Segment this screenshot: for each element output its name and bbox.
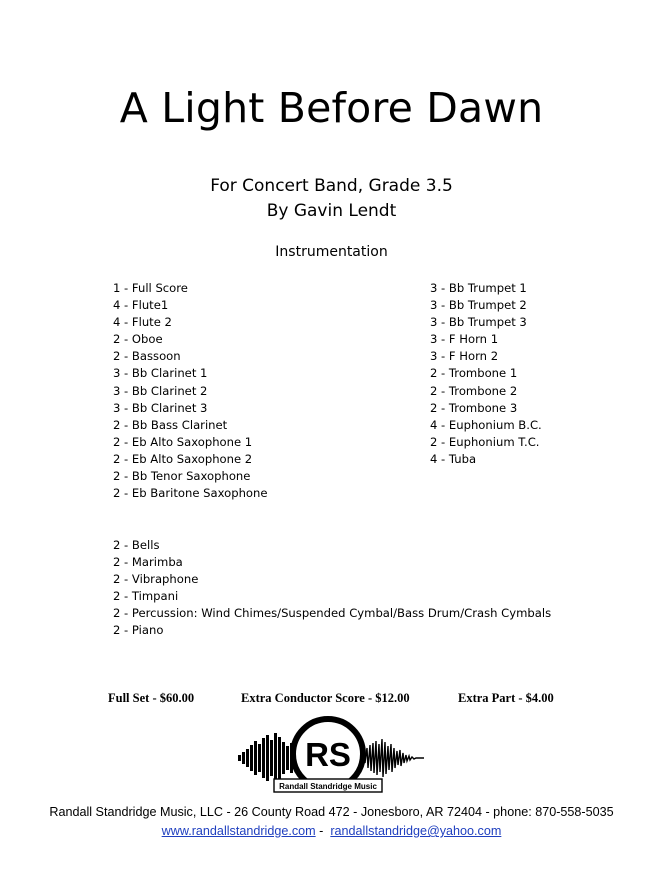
part-item: 2 - Bassoon bbox=[113, 349, 181, 364]
part-item: 4 - Euphonium B.C. bbox=[430, 417, 542, 432]
link-separator: - bbox=[315, 824, 331, 838]
part-item: 3 - Bb Clarinet 3 bbox=[113, 400, 208, 415]
part-item: 2 - Bb Bass Clarinet bbox=[113, 417, 228, 432]
part-item: 3 - Bb Trumpet 1 bbox=[430, 281, 527, 295]
part-item: 3 - Bb Clarinet 2 bbox=[113, 383, 208, 398]
part-item: 3 - Bb Clarinet 1 bbox=[113, 366, 208, 381]
parts-list-woodwinds bbox=[113, 280, 268, 502]
price-full-set: Full Set - $60.00 bbox=[108, 691, 195, 705]
part-item: 2 - Bb Tenor Saxophone bbox=[113, 469, 251, 484]
part-item: 1 - Full Score bbox=[113, 281, 188, 295]
part-item: 2 - Eb Baritone Saxophone bbox=[113, 486, 268, 501]
publisher-footer bbox=[0, 803, 663, 841]
logo-initials: RS bbox=[305, 736, 351, 773]
part-item: 2 - Trombone 1 bbox=[430, 366, 518, 381]
rs-logo-icon bbox=[236, 715, 426, 799]
part-item: 3 - Bb Trumpet 2 bbox=[430, 298, 527, 313]
part-item: 3 - Bb Trumpet 3 bbox=[430, 315, 527, 330]
part-item: 2 - Euphonium T.C. bbox=[430, 434, 540, 449]
part-item: 2 - Percussion: Wind Chimes/Suspended Cymbal/Bass Drum/Crash Cymbals bbox=[113, 606, 552, 621]
subtitle-block bbox=[0, 174, 663, 224]
part-item: 2 - Marimba bbox=[113, 555, 183, 570]
part-item: 2 - Piano bbox=[113, 623, 164, 638]
email-link[interactable]: randallstandridge@yahoo.com bbox=[330, 824, 502, 838]
price-extra-part: Extra Part - $4.00 bbox=[458, 691, 554, 705]
parts-list-percussion bbox=[113, 537, 551, 640]
ensemble-grade: For Concert Band, Grade 3.5 bbox=[210, 176, 453, 196]
price-conductor-score: Extra Conductor Score - $12.00 bbox=[241, 691, 410, 705]
part-item: 4 - Flute 2 bbox=[113, 315, 172, 330]
part-item: 3 - F Horn 1 bbox=[430, 332, 499, 347]
contact-links bbox=[0, 822, 663, 841]
part-item: 2 - Trombone 3 bbox=[430, 400, 518, 415]
part-item: 2 - Eb Alto Saxophone 1 bbox=[113, 434, 253, 449]
part-item: 4 - Flute1 bbox=[113, 298, 169, 313]
part-item: 2 - Bells bbox=[113, 538, 160, 552]
part-item: 2 - Oboe bbox=[113, 332, 163, 347]
publisher-address: Randall Standridge Music, LLC - 26 County Road 472 - Jonesboro, AR 72404 - phone: 870-558-5035 bbox=[49, 805, 614, 819]
parts-list-brass bbox=[430, 280, 542, 468]
part-item: 3 - F Horn 2 bbox=[430, 349, 499, 364]
part-item: 2 - Eb Alto Saxophone 2 bbox=[113, 451, 253, 466]
website-link[interactable]: www.randallstandridge.com bbox=[161, 824, 316, 838]
logo-name: Randall Standridge Music bbox=[279, 782, 377, 791]
part-item: 2 - Trombone 2 bbox=[430, 383, 518, 398]
composer-credit: By Gavin Lendt bbox=[266, 201, 397, 221]
publisher-logo bbox=[236, 715, 426, 799]
part-item: 2 - Timpani bbox=[113, 589, 179, 604]
instrumentation-heading: Instrumentation bbox=[275, 244, 388, 260]
part-item: 4 - Tuba bbox=[430, 451, 477, 466]
piece-title: A Light Before Dawn bbox=[119, 84, 544, 132]
part-item: 2 - Vibraphone bbox=[113, 572, 199, 587]
